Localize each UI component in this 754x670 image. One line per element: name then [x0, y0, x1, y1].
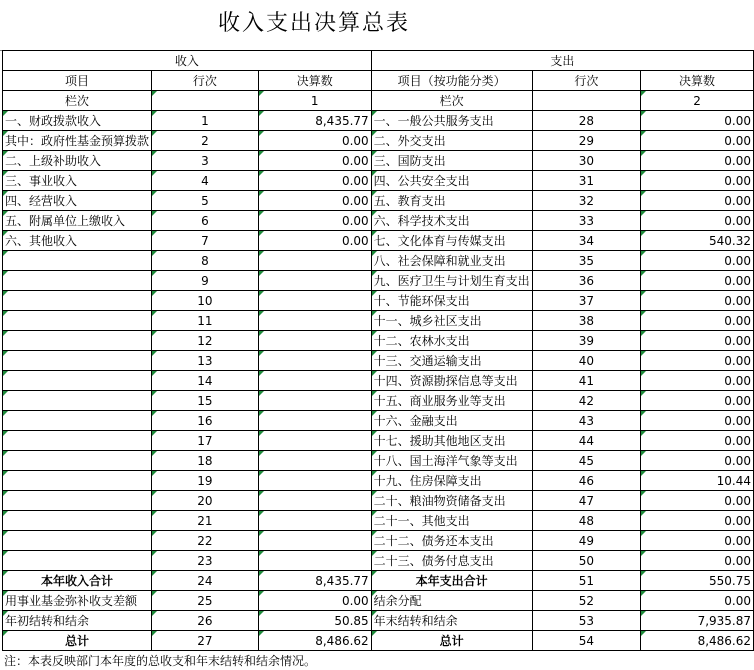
expense-row-no: 47: [532, 491, 640, 511]
expense-summary-row-no: 52: [532, 591, 640, 611]
table-row: [3, 371, 754, 391]
income-amount: 0.00: [258, 231, 371, 251]
expense-amount: 0.00: [641, 271, 754, 291]
expense-row-no: 34: [532, 231, 640, 251]
income-summary-row-no: 24: [152, 571, 259, 591]
income-amount: [258, 431, 371, 451]
income-item: [3, 351, 152, 371]
income-rowno-header: 行次: [152, 71, 259, 91]
expense-column-number: 2: [641, 91, 754, 111]
income-row-no: 20: [152, 491, 259, 511]
income-item: [3, 391, 152, 411]
expense-row-no: 41: [532, 371, 640, 391]
expense-row-no: 46: [532, 471, 640, 491]
expense-item: 一、一般公共服务支出: [371, 111, 532, 131]
table-row: [3, 231, 754, 251]
expense-row-no: 28: [532, 111, 640, 131]
table-row: [3, 511, 754, 531]
expense-amount: 0.00: [641, 531, 754, 551]
income-item: 其中：政府性基金预算拨款: [3, 131, 152, 151]
table-row: [3, 111, 754, 131]
expense-item: 八、社会保障和就业支出: [371, 251, 532, 271]
expense-amount: 0.00: [641, 211, 754, 231]
income-amount: [258, 391, 371, 411]
income-item: [3, 451, 152, 471]
header-row-columns: [3, 71, 754, 91]
expense-item: 十六、金融支出: [371, 411, 532, 431]
expense-item: 十四、资源勘探信息等支出: [371, 371, 532, 391]
income-row-no: 19: [152, 471, 259, 491]
expense-row-no: 29: [532, 131, 640, 151]
expense-row-no: 42: [532, 391, 640, 411]
expense-summary-amount: 7,935.87: [641, 611, 754, 631]
income-amount: 0.00: [258, 211, 371, 231]
income-amount: [258, 551, 371, 571]
expense-rowno-header: 行次: [532, 71, 640, 91]
income-column-number: 1: [258, 91, 371, 111]
expense-item: 二十、粮油物资储备支出: [371, 491, 532, 511]
page-title: 收入支出决算总表: [218, 11, 411, 36]
income-amount: 0.00: [258, 191, 371, 211]
income-summary-item: 年初结转和结余: [3, 611, 152, 631]
expense-amount: 10.44: [641, 471, 754, 491]
income-item-header: 项目: [3, 71, 152, 91]
income-row-no: 8: [152, 251, 259, 271]
expense-row-no: 43: [532, 411, 640, 431]
expense-summary-amount: 8,486.62: [641, 631, 754, 651]
income-row-no: 4: [152, 171, 259, 191]
table-row: [3, 391, 754, 411]
expense-row-no: 36: [532, 271, 640, 291]
income-amount: [258, 511, 371, 531]
income-amount: 0.00: [258, 151, 371, 171]
expense-amount: 0.00: [641, 451, 754, 471]
expense-item: 七、文化体育与传媒支出: [371, 231, 532, 251]
income-row-no: 21: [152, 511, 259, 531]
summary-row: [3, 591, 754, 611]
income-amount: [258, 331, 371, 351]
income-summary-amount: 8,486.62: [258, 631, 371, 651]
expense-row-no: 38: [532, 311, 640, 331]
expense-column-label: 栏次: [371, 91, 532, 111]
income-summary-amount: 50.85: [258, 611, 371, 631]
income-amount: [258, 311, 371, 331]
expense-row-no: 30: [532, 151, 640, 171]
table-row: [3, 491, 754, 511]
income-summary-item: 总计: [3, 631, 152, 651]
expense-summary-row-no: 51: [532, 571, 640, 591]
table-row: [3, 411, 754, 431]
expense-amount: 540.32: [641, 231, 754, 251]
table-row: [3, 351, 754, 371]
table-row: [3, 471, 754, 491]
expense-item: 二十一、其他支出: [371, 511, 532, 531]
income-row-no: 17: [152, 431, 259, 451]
expense-summary-item: 本年支出合计: [371, 571, 532, 591]
expense-row-no: 35: [532, 251, 640, 271]
income-row-no: 11: [152, 311, 259, 331]
expense-row-no: 40: [532, 351, 640, 371]
income-column-blank: [152, 91, 259, 111]
income-expense-table: [2, 50, 754, 651]
table-row: [3, 311, 754, 331]
expense-summary-amount: 0.00: [641, 591, 754, 611]
table-row: [3, 131, 754, 151]
income-item: [3, 311, 152, 331]
expense-item: 十二、农林水支出: [371, 331, 532, 351]
expense-row-no: 45: [532, 451, 640, 471]
income-amount: [258, 291, 371, 311]
expense-amount: 0.00: [641, 191, 754, 211]
expense-row-no: 50: [532, 551, 640, 571]
income-summary-amount: 0.00: [258, 591, 371, 611]
expense-amount: 0.00: [641, 351, 754, 371]
expense-amount: 0.00: [641, 131, 754, 151]
expense-item: 六、科学技术支出: [371, 211, 532, 231]
expense-amount: 0.00: [641, 311, 754, 331]
income-row-no: 3: [152, 151, 259, 171]
summary-row: [3, 631, 754, 651]
income-item: [3, 331, 152, 351]
footnote: 注：本表反映部门本年度的总收支和年末结转和结余情况。: [4, 654, 317, 668]
income-amount: 0.00: [258, 171, 371, 191]
income-row-no: 9: [152, 271, 259, 291]
expense-item: 二十二、债务还本支出: [371, 531, 532, 551]
table-row: [3, 191, 754, 211]
income-summary-row-no: 25: [152, 591, 259, 611]
income-summary-amount: 8,435.77: [258, 571, 371, 591]
income-amount: [258, 351, 371, 371]
income-amount: [258, 471, 371, 491]
income-row-no: 12: [152, 331, 259, 351]
expense-item: 十一、城乡社区支出: [371, 311, 532, 331]
income-item: 一、财政拨款收入: [3, 111, 152, 131]
expense-item: 五、教育支出: [371, 191, 532, 211]
income-item: [3, 531, 152, 551]
income-row-no: 18: [152, 451, 259, 471]
expense-amount: 0.00: [641, 291, 754, 311]
income-item: [3, 491, 152, 511]
table-row: [3, 151, 754, 171]
expense-amount: 0.00: [641, 371, 754, 391]
expense-summary-item: 结余分配: [371, 591, 532, 611]
expense-amount: 0.00: [641, 491, 754, 511]
expense-item: 十七、援助其他地区支出: [371, 431, 532, 451]
income-item: 四、经营收入: [3, 191, 152, 211]
income-summary-row-no: 26: [152, 611, 259, 631]
table-row: [3, 291, 754, 311]
expense-summary-amount: 550.75: [641, 571, 754, 591]
income-amount: [258, 371, 371, 391]
header-row-group: [3, 51, 754, 71]
expense-amount-header: 决算数: [641, 71, 754, 91]
expense-row-no: 37: [532, 291, 640, 311]
income-row-no: 14: [152, 371, 259, 391]
income-item: [3, 271, 152, 291]
income-row-no: 1: [152, 111, 259, 131]
income-amount: 0.00: [258, 131, 371, 151]
title-bar: [0, 0, 754, 51]
income-item: [3, 371, 152, 391]
income-amount: [258, 451, 371, 471]
expense-row-no: 39: [532, 331, 640, 351]
income-row-no: 5: [152, 191, 259, 211]
table-row: [3, 331, 754, 351]
table-row: [3, 431, 754, 451]
expense-item: 三、国防支出: [371, 151, 532, 171]
income-amount: [258, 411, 371, 431]
expense-header: 支出: [371, 51, 753, 71]
income-item: [3, 411, 152, 431]
expense-amount: 0.00: [641, 171, 754, 191]
expense-item: 十八、国土海洋气象等支出: [371, 451, 532, 471]
table-row: [3, 451, 754, 471]
income-row-no: 16: [152, 411, 259, 431]
income-amount: [258, 271, 371, 291]
expense-summary-item: 总计: [371, 631, 532, 651]
table-row: [3, 251, 754, 271]
income-amount: [258, 251, 371, 271]
expense-amount: 0.00: [641, 511, 754, 531]
expense-amount: 0.00: [641, 251, 754, 271]
expense-item: 二、外交支出: [371, 131, 532, 151]
expense-summary-row-no: 54: [532, 631, 640, 651]
income-row-no: 13: [152, 351, 259, 371]
table-row: [3, 171, 754, 191]
expense-item: 十三、交通运输支出: [371, 351, 532, 371]
income-summary-item: 本年收入合计: [3, 571, 152, 591]
expense-item: 十、节能环保支出: [371, 291, 532, 311]
expense-row-no: 31: [532, 171, 640, 191]
expense-row-no: 44: [532, 431, 640, 451]
expense-item-header: 项目（按功能分类）: [371, 71, 532, 91]
table-row: [3, 531, 754, 551]
income-row-no: 22: [152, 531, 259, 551]
income-item: [3, 431, 152, 451]
expense-amount: 0.00: [641, 431, 754, 451]
income-item: 五、附属单位上缴收入: [3, 211, 152, 231]
expense-row-no: 49: [532, 531, 640, 551]
expense-summary-item: 年末结转和结余: [371, 611, 532, 631]
income-amount: [258, 531, 371, 551]
income-row-no: 7: [152, 231, 259, 251]
expense-amount: 0.00: [641, 411, 754, 431]
table-row: [3, 271, 754, 291]
expense-item: 二十三、债务付息支出: [371, 551, 532, 571]
income-column-label: 栏次: [3, 91, 152, 111]
summary-row: [3, 571, 754, 591]
expense-summary-row-no: 53: [532, 611, 640, 631]
table-row: [3, 211, 754, 231]
expense-item: 十九、住房保障支出: [371, 471, 532, 491]
income-row-no: 10: [152, 291, 259, 311]
expense-amount: 0.00: [641, 331, 754, 351]
income-amount: 8,435.77: [258, 111, 371, 131]
income-item: [3, 551, 152, 571]
expense-row-no: 48: [532, 511, 640, 531]
expense-row-no: 32: [532, 191, 640, 211]
income-item: 六、其他收入: [3, 231, 152, 251]
income-row-no: 6: [152, 211, 259, 231]
income-header: 收入: [3, 51, 372, 71]
expense-item: 九、医疗卫生与计划生育支出: [371, 271, 532, 291]
expense-item: 十五、商业服务业等支出: [371, 391, 532, 411]
summary-row: [3, 611, 754, 631]
expense-row-no: 33: [532, 211, 640, 231]
expense-column-blank: [532, 91, 640, 111]
income-row-no: 15: [152, 391, 259, 411]
income-row-no: 23: [152, 551, 259, 571]
expense-amount: 0.00: [641, 111, 754, 131]
expense-amount: 0.00: [641, 151, 754, 171]
header-row-colno: [3, 91, 754, 111]
income-amount-header: 决算数: [258, 71, 371, 91]
income-summary-item: 用事业基金弥补收支差额: [3, 591, 152, 611]
income-item: 二、上级补助收入: [3, 151, 152, 171]
income-amount: [258, 491, 371, 511]
income-summary-row-no: 27: [152, 631, 259, 651]
income-item: [3, 511, 152, 531]
table-row: [3, 551, 754, 571]
income-item: [3, 471, 152, 491]
income-item: [3, 251, 152, 271]
expense-amount: 0.00: [641, 391, 754, 411]
income-item: [3, 291, 152, 311]
expense-item: 四、公共安全支出: [371, 171, 532, 191]
expense-amount: 0.00: [641, 551, 754, 571]
income-item: 三、事业收入: [3, 171, 152, 191]
income-row-no: 2: [152, 131, 259, 151]
